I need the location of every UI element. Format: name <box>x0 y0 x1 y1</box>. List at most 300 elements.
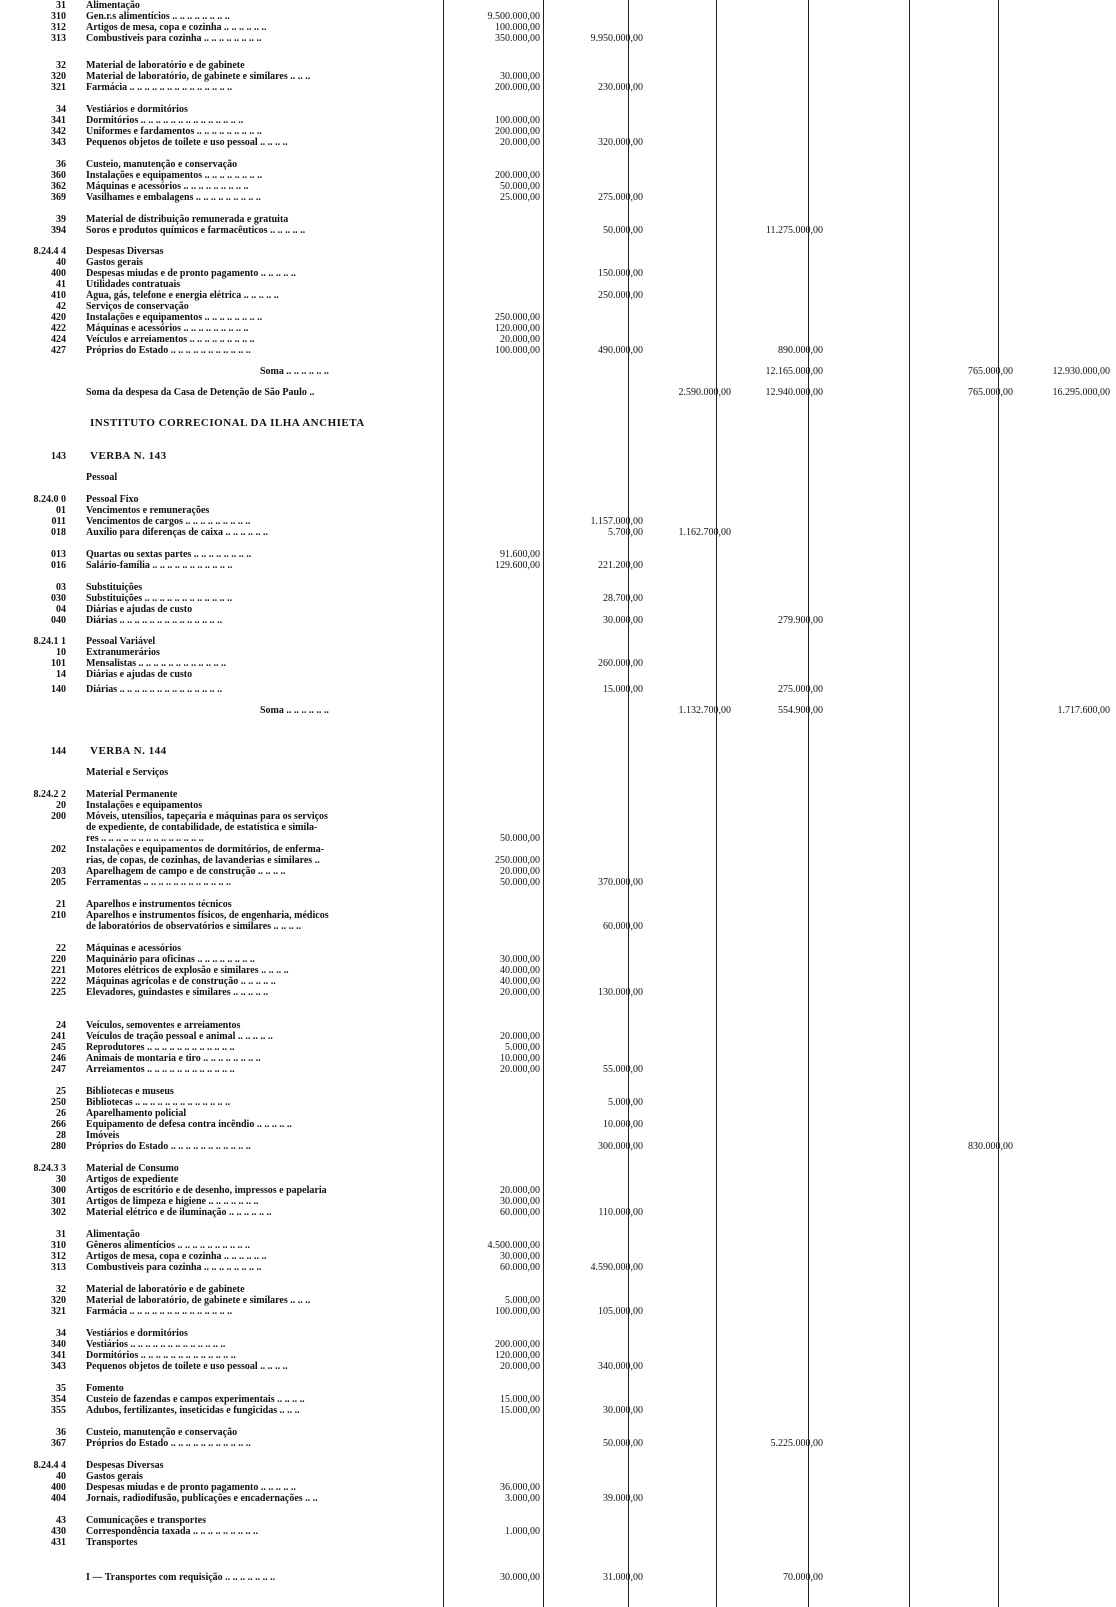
budget-row <box>0 1493 1116 1504</box>
budget-row <box>0 334 1116 345</box>
item-description: Bibliotecas .. .. .. .. .. .. .. .. .. .. .. .. .. <box>86 1097 231 1108</box>
item-code: 321 <box>51 1306 66 1317</box>
budget-row <box>0 159 1116 170</box>
amount-subtotal: 30.000,00 <box>603 615 643 626</box>
item-description: Despesas miudas e de pronto pagamento .. .. .. .. .. <box>86 268 296 279</box>
budget-row <box>0 1427 1116 1438</box>
item-description: I — Transportes com requisição .. .. .. .. .. .. .. <box>86 1572 276 1583</box>
amount-subtotal: 130.000,00 <box>598 987 643 998</box>
item-description: Alimentação <box>86 0 140 11</box>
amount-detail: 100.000,00 <box>495 1306 540 1317</box>
amount-section-total: 5.225.000,00 <box>770 1438 823 1449</box>
amount-detail: 36.000,00 <box>500 1482 540 1493</box>
amount-detail: 100.000,00 <box>495 115 540 126</box>
section-heading-row <box>0 451 1116 462</box>
amount-detail: 10.000,00 <box>500 1053 540 1064</box>
item-code: 40 <box>56 1471 66 1482</box>
amount-detail: 100.000,00 <box>495 22 540 33</box>
item-description: VERBA N. 144 <box>90 746 167 757</box>
item-description: Material de Consumo <box>86 1163 179 1174</box>
sum-row <box>0 705 1116 716</box>
item-code: 40 <box>56 257 66 268</box>
item-code: 42 <box>56 301 66 312</box>
item-description: Dormitórios .. .. .. .. .. .. .. .. .. .. .. .. .. .. <box>86 115 244 126</box>
amount-subtotal: 300.000,00 <box>598 1141 643 1152</box>
item-code: 245 <box>51 1042 66 1053</box>
amount-subtotal: 30.000,00 <box>603 1405 643 1416</box>
item-code: 200 <box>51 811 66 822</box>
item-code: 369 <box>51 192 66 203</box>
item-description: Uniformes e fardamentos .. .. .. .. .. .. .. .. .. <box>86 126 262 137</box>
item-description: Instalações e equipamentos de dormitórios, de enferma- <box>86 844 325 855</box>
item-description: Reprodutores .. .. .. .. .. .. .. .. .. .. .. .. <box>86 1042 235 1053</box>
budget-row <box>0 1141 1116 1152</box>
item-description: Jornais, radiodifusão, publicações e encadernações .. .. <box>86 1493 318 1504</box>
item-description: Bibliotecas e museus <box>86 1086 174 1097</box>
amount-detail: 30.000,00 <box>500 71 540 82</box>
budget-row <box>0 11 1116 22</box>
budget-row <box>0 987 1116 998</box>
budget-row <box>0 1339 1116 1350</box>
amount-section-total: 279.900,00 <box>778 615 823 626</box>
item-code: 14 <box>56 669 66 680</box>
amount-section-total: 12.165.000,00 <box>765 366 823 377</box>
item-description: Vencimentos e remunerações <box>86 505 210 516</box>
item-description: Custeio de fazendas e campos experimentais .. .. .. .. <box>86 1394 305 1405</box>
budget-row <box>0 1482 1116 1493</box>
budget-row <box>0 1572 1116 1583</box>
item-description: Material de distribuição remunerada e gratuita <box>86 214 289 225</box>
item-description: Mensalistas .. .. .. .. .. .. .. .. .. .. .. .. <box>86 658 226 669</box>
amount-detail: 60.000,00 <box>500 1207 540 1218</box>
budget-row <box>0 246 1116 257</box>
item-code: 34 <box>56 104 66 115</box>
budget-row <box>0 954 1116 965</box>
budget-row <box>0 1240 1116 1251</box>
budget-row <box>0 1185 1116 1196</box>
amount-detail: 5.000,00 <box>505 1295 540 1306</box>
budget-row <box>0 822 1116 833</box>
budget-row <box>0 22 1116 33</box>
item-code: 320 <box>51 1295 66 1306</box>
item-code: 28 <box>56 1130 66 1141</box>
budget-row <box>0 1086 1116 1097</box>
item-description: Utilidades contratuais <box>86 279 181 290</box>
budget-row <box>0 1405 1116 1416</box>
budget-row <box>0 1163 1116 1174</box>
item-code: 302 <box>51 1207 66 1218</box>
amount-section-total: 890.000,00 <box>778 345 823 356</box>
item-description: Custeio, manutenção e conservação <box>86 159 238 170</box>
item-code: 354 <box>51 1394 66 1405</box>
amount-detail: 30.000,00 <box>500 954 540 965</box>
item-description: de expediente, de contabilidade, de estatística e simila- <box>86 822 318 833</box>
item-description: Dormitórios .. .. .. .. .. .. .. .. .. .. .. .. .. <box>86 1350 236 1361</box>
item-description: Artigos de escritório e de desenho, impressos e papelaria <box>86 1185 327 1196</box>
amount-detail: 20.000,00 <box>500 1031 540 1042</box>
item-code: 342 <box>51 126 66 137</box>
item-description: Elevadores, guindastes e similares .. .. .. .. .. <box>86 987 269 998</box>
budget-row <box>0 1119 1116 1130</box>
amount-group-total: 1.132.700,00 <box>678 705 731 716</box>
item-description: Arreiamentos .. .. .. .. .. .. .. .. .. .. .. .. <box>86 1064 235 1075</box>
amount-detail: 250.000,00 <box>495 312 540 323</box>
amount-detail: 20.000,00 <box>500 137 540 148</box>
item-description: Pessoal Fixo <box>86 494 139 505</box>
item-code: 300 <box>51 1185 66 1196</box>
item-code: 400 <box>51 1482 66 1493</box>
item-code: 8.24.1 1 <box>33 636 66 647</box>
budget-row <box>0 855 1116 866</box>
budget-row <box>0 345 1116 356</box>
amount-subtotal: 28.700,00 <box>603 593 643 604</box>
item-code: 360 <box>51 170 66 181</box>
amount-subtotal: 320.000,00 <box>598 137 643 148</box>
item-description: Veículos, semoventes e arreiamentos <box>86 1020 241 1031</box>
budget-row <box>0 82 1116 93</box>
budget-row <box>0 604 1116 615</box>
budget-row <box>0 225 1116 236</box>
amount-subtotal: 250.000,00 <box>598 290 643 301</box>
item-code: 04 <box>56 604 66 615</box>
item-description: VERBA N. 143 <box>90 451 167 462</box>
item-code: 8.24.4 4 <box>33 1460 66 1471</box>
item-description: Motores elétricos de explosão e similares .. .. .. .. <box>86 965 289 976</box>
item-code: 341 <box>51 1350 66 1361</box>
item-code: 310 <box>51 1240 66 1251</box>
item-code: 220 <box>51 954 66 965</box>
item-description: Vestiários .. .. .. .. .. .. .. .. .. .. .. .. .. <box>86 1339 226 1350</box>
budget-row <box>0 115 1116 126</box>
budget-row <box>0 1537 1116 1548</box>
budget-row <box>0 1262 1116 1273</box>
budget-row <box>0 60 1116 71</box>
budget-row <box>0 866 1116 877</box>
amount-detail: 15.000,00 <box>500 1405 540 1416</box>
amount-detail: 9.500.000,00 <box>487 11 540 22</box>
amount-section-total: 554.900,00 <box>778 705 823 716</box>
amount-grand-total: 16.295.000,00 <box>1052 387 1110 398</box>
budget-row <box>0 593 1116 604</box>
item-description: Soma .. .. .. .. .. .. <box>260 366 329 377</box>
item-description: Combustiveis para cozinha .. .. .. .. .. .. .. .. <box>86 33 262 44</box>
item-description: Aparelhamento policial <box>86 1108 187 1119</box>
item-description: Soma da despesa da Casa de Detenção de São Paulo .. <box>86 387 315 398</box>
budget-row <box>0 1196 1116 1207</box>
budget-row <box>0 910 1116 921</box>
item-code: 250 <box>51 1097 66 1108</box>
budget-row <box>0 527 1116 538</box>
budget-row <box>0 312 1116 323</box>
budget-row <box>0 1174 1116 1185</box>
amount-section-total: 12.940.000,00 <box>765 387 823 398</box>
item-description: Aparelhagem de campo e de construção .. .. .. .. <box>86 866 286 877</box>
item-code: 34 <box>56 1328 66 1339</box>
item-description: Diárias .. .. .. .. .. .. .. .. .. .. .. .. .. .. <box>86 684 223 695</box>
budget-row <box>0 899 1116 910</box>
item-description: Instalações e equipamentos <box>86 800 203 811</box>
item-description: Material elétrico e de iluminação .. .. .. .. .. .. <box>86 1207 272 1218</box>
budget-row <box>0 472 1116 483</box>
budget-row <box>0 1394 1116 1405</box>
amount-detail: 91.600,00 <box>500 549 540 560</box>
amount-detail: 50.000,00 <box>500 833 540 844</box>
budget-row <box>0 214 1116 225</box>
item-code: 203 <box>51 866 66 877</box>
item-description: Equipamento de defesa contra incêndio .. .. .. .. .. <box>86 1119 292 1130</box>
item-description: Aparelhos e instrumentos físicos, de engenharia, médicos <box>86 910 329 921</box>
amount-column-5: 765.000,00 <box>968 366 1013 377</box>
amount-detail: 100.000,00 <box>495 345 540 356</box>
amount-subtotal: 110.000,00 <box>598 1207 643 1218</box>
amount-detail: 120.000,00 <box>495 1350 540 1361</box>
item-description: Fomento <box>86 1383 124 1394</box>
item-code: 040 <box>51 615 66 626</box>
budget-row <box>0 1042 1116 1053</box>
item-description: rias, de copas, de cozinhas, de lavanderias e similares .. <box>86 855 320 866</box>
budget-row <box>0 1064 1116 1075</box>
budget-row <box>0 0 1116 11</box>
item-code: 140 <box>51 684 66 695</box>
budget-row <box>0 1328 1116 1339</box>
item-code: 241 <box>51 1031 66 1042</box>
amount-subtotal: 490.000,00 <box>598 345 643 356</box>
item-code: 101 <box>51 658 66 669</box>
amount-detail: 20.000,00 <box>500 866 540 877</box>
item-code: 431 <box>51 1537 66 1548</box>
item-code: 205 <box>51 877 66 888</box>
item-description: Pequenos objetos de toilete e uso pessoal .. .. .. .. <box>86 1361 288 1372</box>
budget-row <box>0 516 1116 527</box>
amount-detail: 200.000,00 <box>495 82 540 93</box>
item-description: Pessoal <box>86 472 118 483</box>
amount-subtotal: 1.157.000,00 <box>590 516 643 527</box>
item-description: Máquinas e acessórios <box>86 943 181 954</box>
amount-detail: 60.000,00 <box>500 1262 540 1273</box>
budget-row <box>0 290 1116 301</box>
item-code: 367 <box>51 1438 66 1449</box>
budget-row <box>0 1108 1116 1119</box>
amount-detail: 50.000,00 <box>500 877 540 888</box>
budget-row <box>0 965 1116 976</box>
item-description: Despesas Diversas <box>86 246 164 257</box>
item-description: Material de laboratório, de gabinete e similares .. .. .. <box>86 1295 311 1306</box>
item-description: Próprios do Estado .. .. .. .. .. .. .. .. .. .. .. <box>86 1438 251 1449</box>
item-code: 321 <box>51 82 66 93</box>
amount-detail: 20.000,00 <box>500 1064 540 1075</box>
item-description: Pequenos objetos de toilete e uso pessoal .. .. .. .. <box>86 137 288 148</box>
item-description: Vencimentos de cargos .. .. .. .. .. .. .. .. .. <box>86 516 251 527</box>
budget-row <box>0 181 1116 192</box>
item-code: 313 <box>51 1262 66 1273</box>
item-code: 143 <box>51 451 66 462</box>
amount-subtotal: 15.000,00 <box>603 684 643 695</box>
budget-row <box>0 1515 1116 1526</box>
item-code: 222 <box>51 976 66 987</box>
item-description: Quartas ou sextas partes .. .. .. .. .. .. .. .. <box>86 549 252 560</box>
amount-grand-total: 1.717.600,00 <box>1057 705 1110 716</box>
budget-row <box>0 1471 1116 1482</box>
budget-row <box>0 323 1116 334</box>
item-description: Próprios do Estado .. .. .. .. .. .. .. .. .. .. .. <box>86 1141 251 1152</box>
item-description: Vestiários e dormitórios <box>86 1328 188 1339</box>
item-description: Alimentação <box>86 1229 140 1240</box>
budget-row <box>0 494 1116 505</box>
item-code: 41 <box>56 279 66 290</box>
amount-section-total: 275.000,00 <box>778 684 823 695</box>
item-code: 30 <box>56 1174 66 1185</box>
item-code: 030 <box>51 593 66 604</box>
amount-subtotal: 31.000,00 <box>603 1572 643 1583</box>
item-code: 301 <box>51 1196 66 1207</box>
amount-detail: 5.000,00 <box>505 1042 540 1053</box>
budget-row <box>0 279 1116 290</box>
budget-row <box>0 192 1116 203</box>
item-description: Gastos gerais <box>86 1471 143 1482</box>
item-code: 8.24.2 2 <box>33 789 66 800</box>
item-description: res .. .. .. .. .. .. .. .. .. .. .. .. .. .. <box>86 833 204 844</box>
item-code: 24 <box>56 1020 66 1031</box>
item-code: 355 <box>51 1405 66 1416</box>
item-description: Material de laboratório e de gabinete <box>86 60 245 71</box>
item-code: 22 <box>56 943 66 954</box>
amount-subtotal: 5.000,00 <box>608 1097 643 1108</box>
item-description: Máquinas e acessórios .. .. .. .. .. .. .. .. .. <box>86 181 249 192</box>
budget-row <box>0 301 1116 312</box>
item-code: 247 <box>51 1064 66 1075</box>
item-code: 312 <box>51 22 66 33</box>
amount-subtotal: 50.000,00 <box>603 1438 643 1449</box>
item-code: 430 <box>51 1526 66 1537</box>
budget-row <box>0 560 1116 571</box>
section-heading-row <box>0 418 1116 429</box>
item-description: Ferramentas .. .. .. .. .. .. .. .. .. .. .. .. <box>86 877 231 888</box>
budget-row <box>0 137 1116 148</box>
budget-row <box>0 549 1116 560</box>
amount-subtotal: 230.000,00 <box>598 82 643 93</box>
item-description: Substituições <box>86 582 143 593</box>
amount-subtotal: 260.000,00 <box>598 658 643 669</box>
item-description: Maquinário para oficinas .. .. .. .. .. .. .. .. <box>86 954 255 965</box>
budget-row <box>0 636 1116 647</box>
item-code: 26 <box>56 1108 66 1119</box>
amount-subtotal: 60.000,00 <box>603 921 643 932</box>
item-description: Gastos gerais <box>86 257 143 268</box>
budget-row <box>0 1526 1116 1537</box>
amount-detail: 200.000,00 <box>495 126 540 137</box>
item-description: Pessoal Variável <box>86 636 156 647</box>
item-code: 410 <box>51 290 66 301</box>
item-description: Soma .. .. .. .. .. .. <box>260 705 329 716</box>
item-code: 25 <box>56 1086 66 1097</box>
item-code: 266 <box>51 1119 66 1130</box>
item-description: Artigos de limpeza e higiene .. .. .. .. .. .. .. <box>86 1196 259 1207</box>
item-description: Diárias e ajudas de custo <box>86 604 193 615</box>
item-description: Farmácia .. .. .. .. .. .. .. .. .. .. .. .. .. .. <box>86 1306 233 1317</box>
amount-subtotal: 105.000,00 <box>598 1306 643 1317</box>
budget-row <box>0 104 1116 115</box>
item-code: 343 <box>51 137 66 148</box>
budget-row <box>0 1207 1116 1218</box>
budget-row <box>0 1229 1116 1240</box>
amount-subtotal: 5.700,00 <box>608 527 643 538</box>
amount-detail: 350.000,00 <box>495 33 540 44</box>
item-code: 8.24.4 4 <box>33 246 66 257</box>
item-code: 320 <box>51 71 66 82</box>
item-description: Vasilhames e embalagens .. .. .. .. .. .. .. .. .. <box>86 192 261 203</box>
amount-detail: 1.000,00 <box>505 1526 540 1537</box>
amount-detail: 30.000,00 <box>500 1251 540 1262</box>
budget-row <box>0 33 1116 44</box>
budget-row <box>0 1306 1116 1317</box>
item-code: 39 <box>56 214 66 225</box>
item-description: Diárias e ajudas de custo <box>86 669 193 680</box>
item-description: Combustiveis para cozinha .. .. .. .. .. .. .. .. <box>86 1262 262 1273</box>
item-description: Água, gás, telefone e energia elétrica .. .. .. .. .. <box>86 290 279 301</box>
budget-row <box>0 877 1116 888</box>
item-description: Máquinas e acessórios .. .. .. .. .. .. .. .. .. <box>86 323 249 334</box>
budget-row <box>0 1251 1116 1262</box>
section-heading-row <box>0 746 1116 757</box>
item-description: Material de laboratório e de gabinete <box>86 1284 245 1295</box>
item-description: Material e Serviços <box>86 767 169 778</box>
item-code: 225 <box>51 987 66 998</box>
amount-detail: 30.000,00 <box>500 1572 540 1583</box>
item-description: Artigos de mesa, copa e cozinha .. .. .. .. .. .. <box>86 22 267 33</box>
item-description: Salário-família .. .. .. .. .. .. .. .. .. .. .. <box>86 560 233 571</box>
item-code: 01 <box>56 505 66 516</box>
budget-row <box>0 1097 1116 1108</box>
item-description: Instalações e equipamentos .. .. .. .. .. .. .. .. <box>86 312 263 323</box>
item-code: 36 <box>56 159 66 170</box>
item-description: Correspondência taxada .. .. .. .. .. .. .. .. .. <box>86 1526 259 1537</box>
item-description: Gêneros alimentícios .. .. .. .. .. .. .. .. .. .. <box>86 1240 250 1251</box>
budget-row <box>0 1438 1116 1449</box>
amount-subtotal: 9.950.000,00 <box>590 33 643 44</box>
item-description: Custeio, manutenção e conservação <box>86 1427 238 1438</box>
item-description: Vestiários e dormitórios <box>86 104 188 115</box>
item-description: Substituições .. .. .. .. .. .. .. .. .. .. .. .. <box>86 593 233 604</box>
amount-subtotal: 221.200,00 <box>598 560 643 571</box>
amount-column-5: 830.000,00 <box>968 1141 1013 1152</box>
item-code: 10 <box>56 647 66 658</box>
item-code: 427 <box>51 345 66 356</box>
item-description: Veículos e arreiamentos .. .. .. .. .. .. .. .. .. <box>86 334 255 345</box>
item-code: 341 <box>51 115 66 126</box>
amount-subtotal: 370.000,00 <box>598 877 643 888</box>
item-description: Material de laboratório, de gabinete e similares .. .. .. <box>86 71 311 82</box>
amount-detail: 40.000,00 <box>500 976 540 987</box>
amount-detail: 120.000,00 <box>495 323 540 334</box>
item-code: 43 <box>56 1515 66 1526</box>
amount-detail: 129.600,00 <box>495 560 540 571</box>
item-code: 312 <box>51 1251 66 1262</box>
amount-detail: 20.000,00 <box>500 334 540 345</box>
budget-row <box>0 976 1116 987</box>
budget-row <box>0 1053 1116 1064</box>
amount-detail: 200.000,00 <box>495 1339 540 1350</box>
item-code: 424 <box>51 334 66 345</box>
item-description: Animais de montaria e tiro .. .. .. .. .. .. .. .. <box>86 1053 261 1064</box>
item-code: 20 <box>56 800 66 811</box>
budget-row <box>0 1350 1116 1361</box>
item-code: 8.24.0 0 <box>33 494 66 505</box>
amount-group-total: 1.162.700,00 <box>678 527 731 538</box>
item-description: Diárias .. .. .. .. .. .. .. .. .. .. .. .. .. .. <box>86 615 223 626</box>
amount-detail: 3.000,00 <box>505 1493 540 1504</box>
item-code: 31 <box>56 0 66 11</box>
budget-row <box>0 1295 1116 1306</box>
